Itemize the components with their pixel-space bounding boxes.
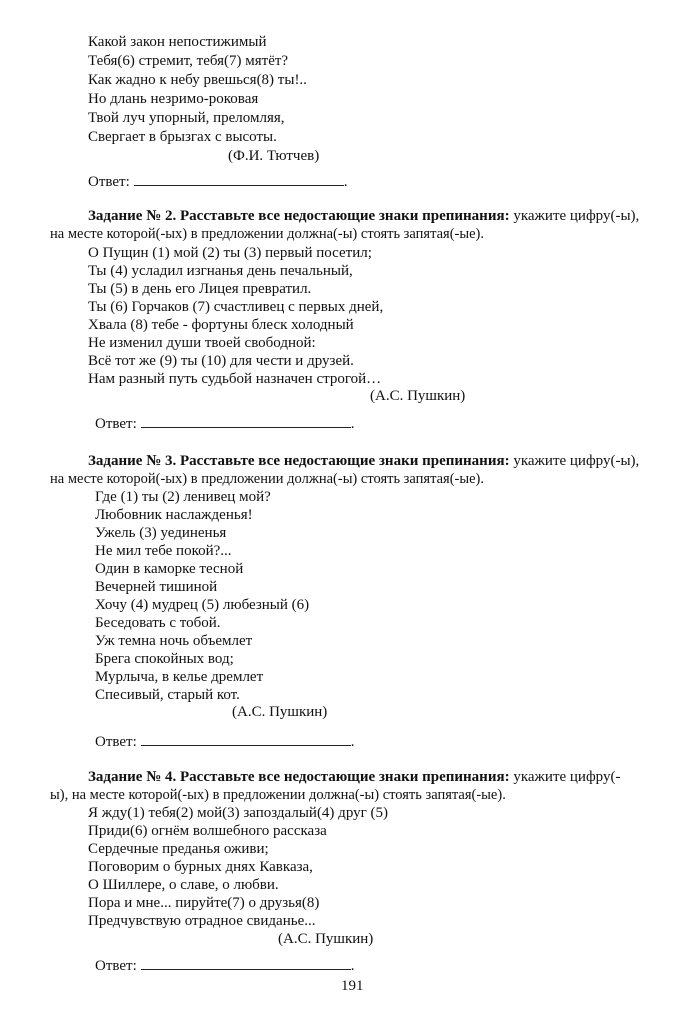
answer-field[interactable]	[141, 733, 351, 746]
poem-line: Ты (4) усладил изгнанья день печальный,	[88, 263, 353, 279]
answer-end: .	[350, 958, 355, 974]
poem-line: Брега спокойных вод;	[95, 651, 234, 667]
poem-line: Предчувствую отрадное свиданье...	[88, 913, 316, 929]
task3-title-rest: укажите цифру(-ы),	[509, 453, 640, 469]
answer-field[interactable]	[141, 415, 351, 428]
task4-title-rest: укажите цифру(-	[509, 769, 621, 785]
poem-author: (А.С. Пушкин)	[232, 704, 328, 720]
poem-line: Ужель (3) уединенья	[95, 525, 227, 541]
answer-end: .	[350, 734, 355, 750]
answer-label: Ответ:	[95, 416, 137, 432]
answer-row-task4	[95, 957, 355, 975]
poem-author: (А.С. Пушкин)	[278, 931, 374, 947]
task3-title: Задание № 3. Расставьте все недостающие знаки препинания:	[88, 453, 510, 469]
answer-row-task1	[88, 173, 348, 191]
task4-instruction: ы), на месте которой(-ых) в предложении должна(-ы) стоять запятая(-ые).	[50, 787, 506, 803]
answer-label: Ответ:	[95, 734, 137, 750]
poem-line: Вечерней тишиной	[95, 579, 218, 595]
task2-instruction: на месте которой(-ых) в предложении должна(-ы) стоять запятая(-ые).	[50, 226, 484, 242]
poem-line: О Шиллере, о славе, о любви.	[88, 877, 279, 893]
task3-instruction: на месте которой(-ых) в предложении должна(-ы) стоять запятая(-ые).	[50, 471, 484, 487]
answer-field[interactable]	[134, 173, 344, 186]
poem-line: Твой луч упорный, преломляя,	[88, 110, 285, 126]
poem-author: (Ф.И. Тютчев)	[228, 148, 320, 164]
poem-line: Беседовать с тобой.	[95, 615, 221, 631]
poem-line: Но длань незримо-роковая	[88, 91, 259, 107]
poem-line: Тебя(6) стремит, тебя(7) мятёт?	[88, 53, 289, 69]
poem-author: (А.С. Пушкин)	[370, 388, 466, 404]
answer-label: Ответ:	[95, 958, 137, 974]
poem-line: Один в каморке тесной	[95, 561, 244, 577]
answer-end: .	[343, 174, 348, 190]
poem-line: Спесивый, старый кот.	[95, 687, 240, 703]
answer-row-task2	[95, 415, 355, 433]
answer-label: Ответ:	[88, 174, 130, 190]
poem-line: Свергает в брызгах с высоты.	[88, 129, 277, 145]
poem-line: Нам разный путь судьбой назначен строгой…	[88, 371, 382, 387]
poem-line: Приди(6) огнём волшебного рассказа	[88, 823, 327, 839]
task2-heading	[88, 207, 639, 225]
answer-row-task3	[95, 733, 355, 751]
task2-title: Задание № 2. Расставьте все недостающие знаки препинания:	[88, 208, 510, 224]
poem-line: Сердечные преданья оживи;	[88, 841, 269, 857]
page-number: 191	[341, 978, 364, 994]
answer-field[interactable]	[141, 957, 351, 970]
poem-line: Какой закон непостижимый	[88, 34, 267, 50]
poem-line: Не мил тебе покой?...	[95, 543, 232, 559]
answer-end: .	[350, 416, 355, 432]
poem-line: Уж темна ночь объемлет	[95, 633, 253, 649]
task4-title: Задание № 4. Расставьте все недостающие знаки препинания:	[88, 769, 510, 785]
poem-line: Я жду(1) тебя(2) мой(3) запоздалый(4) друг (5)	[88, 805, 389, 821]
poem-line: Ты (5) в день его Лицея превратил.	[88, 281, 312, 297]
poem-line: Пора и мне... пируйте(7) о друзья(8)	[88, 895, 320, 911]
poem-line: Любовник наслажденья!	[95, 507, 253, 523]
poem-line: Не изменил души твоей свободной:	[88, 335, 316, 351]
poem-line: Мурлыча, в келье дремлет	[95, 669, 264, 685]
poem-line: Хочу (4) мудрец (5) любезный (6)	[95, 597, 310, 613]
poem-line: Хвала (8) тебе - фортуны блеск холодный	[88, 317, 354, 333]
task3-heading	[88, 452, 639, 470]
poem-line: Всё тот же (9) ты (10) для чести и друзей.	[88, 353, 354, 369]
poem-line: Ты (6) Горчаков (7) счастливец с первых дней,	[88, 299, 384, 315]
poem-line: Поговорим о бурных днях Кавказа,	[88, 859, 313, 875]
poem-line: О Пущин (1) мой (2) ты (3) первый посетил;	[88, 245, 372, 261]
poem-line: Где (1) ты (2) ленивец мой?	[95, 489, 271, 505]
task2-title-rest: укажите цифру(-ы),	[509, 208, 640, 224]
task4-heading	[88, 768, 620, 786]
poem-line: Как жадно к небу рвешься(8) ты!..	[88, 72, 307, 88]
